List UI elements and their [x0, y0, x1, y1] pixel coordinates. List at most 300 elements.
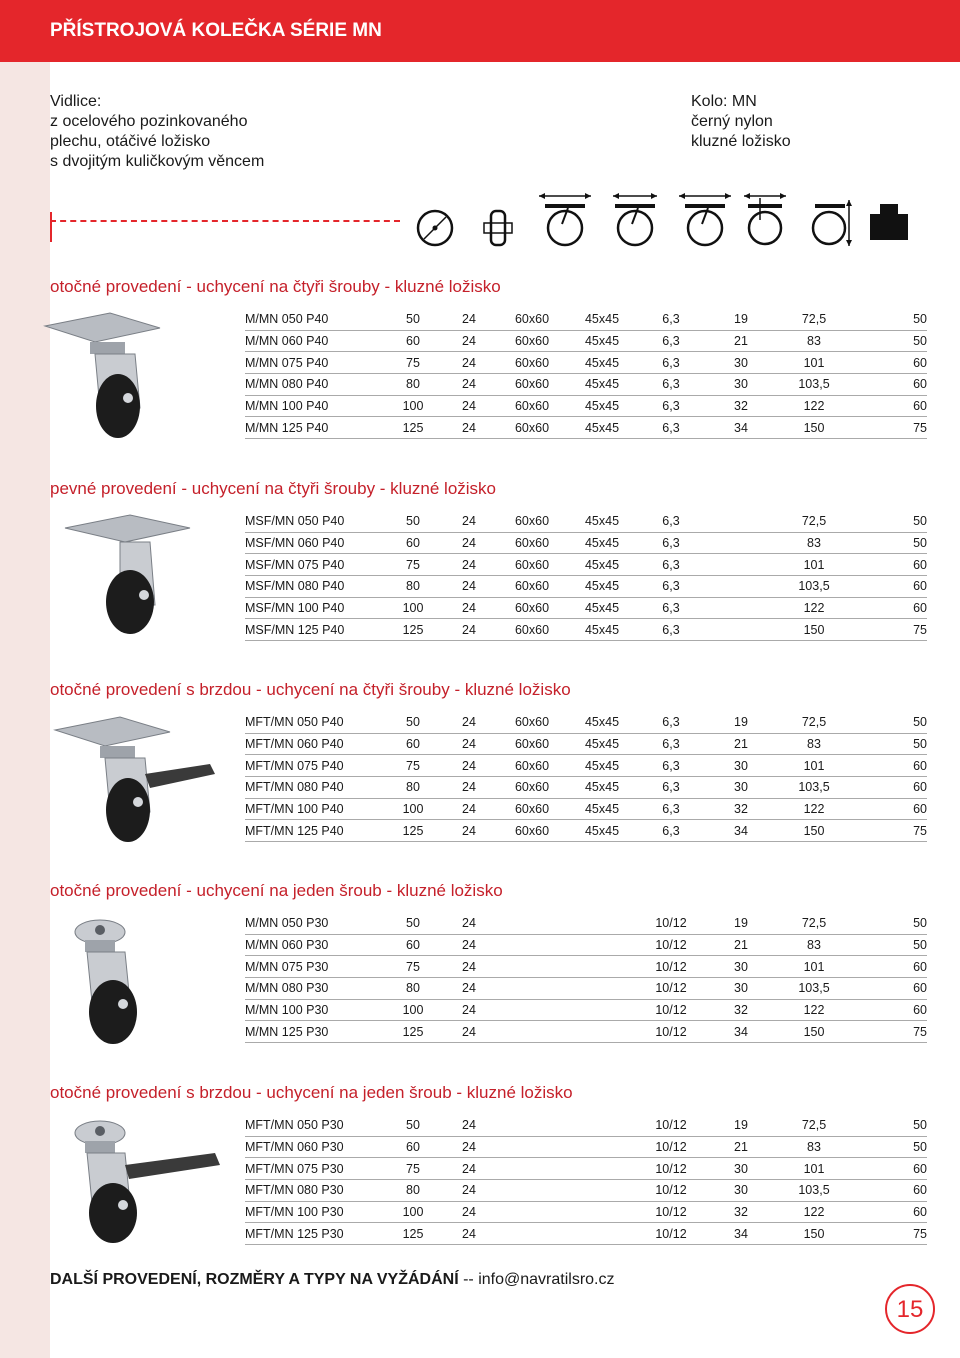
spec-cell: 21 [705, 934, 777, 956]
spec-cell: 75 [385, 755, 441, 777]
spec-cell: 24 [441, 511, 497, 532]
spec-cell: 6,3 [637, 597, 705, 619]
spec-cell: 45x45 [567, 619, 637, 641]
spec-cell [497, 1115, 567, 1136]
product-code-cell: M/MN 125 P30 [245, 1021, 385, 1043]
table-row [245, 978, 927, 1000]
spec-cell: 24 [441, 1021, 497, 1043]
fork-line: s dvojitým kuličkovým věncem [50, 153, 265, 170]
product-code-cell: MSF/MN 100 P40 [245, 597, 385, 619]
spec-cell: 6,3 [637, 712, 705, 733]
table-row [245, 1201, 927, 1223]
product-code-cell: MFT/MN 050 P40 [245, 712, 385, 733]
spec-cell: 24 [441, 1201, 497, 1223]
spec-cell [567, 1158, 637, 1180]
spec-cell: 45x45 [567, 554, 637, 576]
spec-cell: 6,3 [637, 777, 705, 799]
table-row [245, 999, 927, 1021]
product-code-cell: MFT/MN 080 P30 [245, 1180, 385, 1202]
table-row [245, 755, 927, 777]
column-icons [0, 190, 960, 260]
contact-email[interactable]: info@navratilsro.cz [478, 1271, 615, 1288]
spec-cell: 6,3 [637, 820, 705, 842]
spec-cell: 45x45 [567, 352, 637, 374]
table-row [245, 554, 927, 576]
table-row [245, 309, 927, 330]
spec-cell: 60x60 [497, 820, 567, 842]
product-code-cell: M/MN 060 P40 [245, 330, 385, 352]
spec-cell: 24 [441, 619, 497, 641]
spec-cell: 60 [851, 999, 927, 1021]
spec-cell [567, 1021, 637, 1043]
spec-cell: 60 [851, 755, 927, 777]
spec-cell: 72,5 [777, 913, 851, 934]
spec-cell: 45x45 [567, 374, 637, 396]
table-row [245, 395, 927, 417]
spec-cell: 30 [705, 374, 777, 396]
spec-cell: 50 [385, 309, 441, 330]
spec-cell: 24 [441, 395, 497, 417]
spec-cell: 45x45 [567, 712, 637, 733]
spec-cell: 24 [441, 1136, 497, 1158]
spec-cell: 60x60 [497, 733, 567, 755]
wheel-diameter-icon [415, 208, 455, 248]
spec-cell: 60x60 [497, 395, 567, 417]
spec-cell: 122 [777, 798, 851, 820]
spec-cell: 24 [441, 999, 497, 1021]
spec-cell: 10/12 [637, 956, 705, 978]
table-row [245, 1180, 927, 1202]
spec-cell: 50 [851, 532, 927, 554]
spec-cell: 50 [385, 712, 441, 733]
fixed-plate-caster-image [60, 510, 195, 640]
spec-cell: 60 [851, 374, 927, 396]
spec-cell: 60x60 [497, 576, 567, 598]
spec-cell: 60 [851, 1201, 927, 1223]
spec-cell: 50 [851, 1115, 927, 1136]
section-title: otočné provedení - uchycení na jeden šroub - kluzné ložisko [50, 881, 503, 900]
product-code-cell: M/MN 050 P40 [245, 309, 385, 330]
section-title: otočné provedení s brzdou - uchycení na čtyři šrouby - kluzné ložisko [50, 680, 571, 699]
spec-cell: 103,5 [777, 576, 851, 598]
spec-cell: 24 [441, 820, 497, 842]
spec-cell: 60 [851, 1158, 927, 1180]
spec-cell: 101 [777, 1158, 851, 1180]
spec-cell [567, 1201, 637, 1223]
spec-cell [567, 978, 637, 1000]
spec-cell: 45x45 [567, 532, 637, 554]
spec-cell: 122 [777, 597, 851, 619]
product-code-cell: MSF/MN 075 P40 [245, 554, 385, 576]
footer-text: DALŠÍ PROVEDENÍ, ROZMĚRY A TYPY NA VYŽÁDÁNÍ [50, 1271, 459, 1288]
spec-cell: 24 [441, 934, 497, 956]
table-row [245, 956, 927, 978]
spec-cell: 125 [385, 417, 441, 439]
footer-separator: -- [463, 1271, 474, 1288]
spec-cell: 45x45 [567, 395, 637, 417]
load-capacity-icon [868, 202, 910, 242]
spec-cell: 24 [441, 755, 497, 777]
spec-cell: 60x60 [497, 619, 567, 641]
spec-cell: 30 [705, 777, 777, 799]
spec-cell: 50 [385, 1115, 441, 1136]
table-row [245, 330, 927, 352]
spec-cell: 45x45 [567, 798, 637, 820]
spec-cell: 80 [385, 576, 441, 598]
spec-cell: 45x45 [567, 511, 637, 532]
spec-cell: 10/12 [637, 934, 705, 956]
spec-cell: 24 [441, 597, 497, 619]
spec-cell [497, 1223, 567, 1245]
spec-cell: 10/12 [637, 1223, 705, 1245]
spec-cell: 6,3 [637, 511, 705, 532]
spec-cell: 50 [851, 330, 927, 352]
spec-cell [705, 576, 777, 598]
spec-cell: 75 [385, 554, 441, 576]
product-code-cell: MFT/MN 125 P40 [245, 820, 385, 842]
spec-cell: 101 [777, 554, 851, 576]
spec-cell: 6,3 [637, 330, 705, 352]
spec-cell: 19 [705, 913, 777, 934]
spec-cell: 10/12 [637, 1136, 705, 1158]
table-row [245, 532, 927, 554]
spec-cell: 100 [385, 999, 441, 1021]
spec-cell: 60x60 [497, 554, 567, 576]
spec-cell: 83 [777, 532, 851, 554]
spec-cell: 24 [441, 374, 497, 396]
spec-cell: 100 [385, 597, 441, 619]
spec-cell: 30 [705, 956, 777, 978]
spec-cell: 60x60 [497, 309, 567, 330]
spec-cell: 45x45 [567, 576, 637, 598]
spec-cell: 6,3 [637, 417, 705, 439]
table-row [245, 733, 927, 755]
offset-icon [740, 190, 790, 250]
section-title: pevné provedení - uchycení na čtyři šrouby - kluzné ložisko [50, 479, 497, 498]
spec-cell: 60 [385, 733, 441, 755]
product-code-cell: MSF/MN 060 P40 [245, 532, 385, 554]
spec-cell: 21 [705, 733, 777, 755]
spec-cell: 80 [385, 978, 441, 1000]
bolt-spacing-icon [605, 190, 665, 250]
spec-cell [705, 619, 777, 641]
product-code-cell: MFT/MN 125 P30 [245, 1223, 385, 1245]
spec-cell: 60 [851, 395, 927, 417]
header-band [0, 0, 960, 62]
spec-cell: 45x45 [567, 733, 637, 755]
spec-cell [705, 532, 777, 554]
spec-cell: 50 [851, 712, 927, 733]
spec-cell: 150 [777, 1223, 851, 1245]
spec-cell: 6,3 [637, 395, 705, 417]
spec-cell [567, 1180, 637, 1202]
spec-cell: 24 [441, 733, 497, 755]
spec-cell: 60x60 [497, 511, 567, 532]
spec-cell: 100 [385, 395, 441, 417]
spec-cell: 6,3 [637, 733, 705, 755]
bolt-hole-icon [675, 190, 735, 250]
swivel-bolt-caster-image [65, 912, 175, 1052]
spec-cell: 60 [851, 554, 927, 576]
spec-cell: 30 [705, 755, 777, 777]
spec-cell [705, 597, 777, 619]
table-row [245, 619, 927, 641]
spec-cell: 19 [705, 1115, 777, 1136]
spec-cell: 83 [777, 1136, 851, 1158]
spec-cell: 75 [385, 956, 441, 978]
product-code-cell: MFT/MN 075 P30 [245, 1158, 385, 1180]
spec-cell [497, 956, 567, 978]
spec-cell: 19 [705, 712, 777, 733]
spec-cell: 60x60 [497, 755, 567, 777]
spec-cell: 10/12 [637, 1115, 705, 1136]
spec-cell: 24 [441, 417, 497, 439]
spec-cell [567, 999, 637, 1021]
spec-cell: 24 [441, 913, 497, 934]
table-row [245, 798, 927, 820]
spec-cell [497, 934, 567, 956]
spec-cell: 24 [441, 576, 497, 598]
product-code-cell: M/MN 060 P30 [245, 934, 385, 956]
spec-cell: 50 [851, 913, 927, 934]
fork-line: z ocelového pozinkovaného [50, 113, 248, 130]
swivel-plate-brake-caster-image [50, 712, 220, 847]
spec-cell: 80 [385, 1180, 441, 1202]
table-row [245, 820, 927, 842]
spec-cell: 75 [851, 619, 927, 641]
spec-cell: 150 [777, 417, 851, 439]
spec-cell: 60 [851, 777, 927, 799]
spec-cell: 6,3 [637, 755, 705, 777]
spec-cell: 60 [851, 597, 927, 619]
footer-note [50, 1271, 615, 1289]
spec-cell: 60 [851, 798, 927, 820]
spec-cell: 50 [385, 913, 441, 934]
spec-cell [497, 978, 567, 1000]
spec-cell: 24 [441, 712, 497, 733]
spec-cell: 50 [851, 309, 927, 330]
spec-cell: 103,5 [777, 1180, 851, 1202]
spec-cell: 6,3 [637, 352, 705, 374]
spec-cell [497, 999, 567, 1021]
spec-cell: 83 [777, 330, 851, 352]
spec-cell: 24 [441, 1180, 497, 1202]
spec-cell: 100 [385, 1201, 441, 1223]
spec-cell: 24 [441, 1158, 497, 1180]
spec-cell: 60 [385, 934, 441, 956]
product-code-cell: M/MN 075 P30 [245, 956, 385, 978]
swivel-bolt-brake-caster-image [65, 1113, 235, 1248]
product-code-cell: MFT/MN 060 P40 [245, 733, 385, 755]
spec-cell [705, 511, 777, 532]
product-code-cell: M/MN 075 P40 [245, 352, 385, 374]
spec-cell: 60x60 [497, 417, 567, 439]
spec-cell [497, 1021, 567, 1043]
wheel-description [691, 92, 791, 152]
spec-cell: 30 [705, 352, 777, 374]
product-code-cell: M/MN 080 P40 [245, 374, 385, 396]
product-code-cell: MFT/MN 050 P30 [245, 1115, 385, 1136]
spec-cell: 100 [385, 798, 441, 820]
spec-cell: 150 [777, 619, 851, 641]
spec-cell: 125 [385, 820, 441, 842]
spec-cell: 32 [705, 1201, 777, 1223]
spec-cell [497, 1136, 567, 1158]
spec-cell: 19 [705, 309, 777, 330]
spec-cell: 150 [777, 820, 851, 842]
table-row [245, 1223, 927, 1245]
wheel-line: černý nylon [691, 113, 773, 130]
spec-cell: 60x60 [497, 330, 567, 352]
product-code-cell: MFT/MN 075 P40 [245, 755, 385, 777]
product-code-cell: MSF/MN 050 P40 [245, 511, 385, 532]
spec-cell [497, 913, 567, 934]
table-row [245, 576, 927, 598]
spec-cell [567, 913, 637, 934]
spec-cell: 75 [851, 820, 927, 842]
spec-cell: 80 [385, 374, 441, 396]
spec-cell: 34 [705, 417, 777, 439]
product-code-cell: MFT/MN 100 P40 [245, 798, 385, 820]
spec-cell: 122 [777, 395, 851, 417]
table-row [245, 712, 927, 733]
table-row [245, 1158, 927, 1180]
spec-cell: 60 [851, 978, 927, 1000]
spec-cell: 24 [441, 1223, 497, 1245]
spec-table [245, 309, 927, 439]
spec-cell: 10/12 [637, 1021, 705, 1043]
spec-cell: 72,5 [777, 309, 851, 330]
spec-cell: 60x60 [497, 712, 567, 733]
table-row [245, 934, 927, 956]
spec-cell: 6,3 [637, 576, 705, 598]
spec-cell: 50 [851, 733, 927, 755]
spec-cell: 60x60 [497, 798, 567, 820]
spec-cell: 45x45 [567, 417, 637, 439]
spec-cell: 60x60 [497, 352, 567, 374]
spec-cell: 24 [441, 978, 497, 1000]
spec-cell [497, 1201, 567, 1223]
spec-cell: 32 [705, 999, 777, 1021]
spec-cell: 21 [705, 330, 777, 352]
total-height-icon [805, 190, 855, 250]
table-row [245, 1136, 927, 1158]
spec-cell: 30 [705, 1180, 777, 1202]
page-number: 15 [885, 1284, 935, 1334]
product-code-cell: M/MN 125 P40 [245, 417, 385, 439]
spec-table [245, 1115, 927, 1245]
product-code-cell: MFT/MN 080 P40 [245, 777, 385, 799]
spec-cell: 32 [705, 395, 777, 417]
spec-cell: 122 [777, 999, 851, 1021]
spec-cell: 24 [441, 352, 497, 374]
spec-cell: 125 [385, 1021, 441, 1043]
spec-cell: 50 [851, 1136, 927, 1158]
spec-cell: 75 [851, 1021, 927, 1043]
page-title: PŘÍSTROJOVÁ KOLEČKA SÉRIE MN [50, 20, 382, 41]
spec-cell: 24 [441, 330, 497, 352]
spec-cell: 60 [385, 1136, 441, 1158]
section-title: otočné provedení - uchycení na čtyři šrouby - kluzné ložisko [50, 277, 501, 296]
spec-cell: 60x60 [497, 532, 567, 554]
wheel-line: kluzné ložisko [691, 133, 791, 150]
spec-cell: 32 [705, 798, 777, 820]
spec-table [245, 913, 927, 1043]
section-title: otočné provedení s brzdou - uchycení na jeden šroub - kluzné ložisko [50, 1083, 573, 1102]
spec-cell: 150 [777, 1021, 851, 1043]
spec-cell: 10/12 [637, 1158, 705, 1180]
spec-cell: 6,3 [637, 798, 705, 820]
spec-cell: 6,3 [637, 309, 705, 330]
spec-cell: 30 [705, 978, 777, 1000]
table-row [245, 913, 927, 934]
spec-cell: 6,3 [637, 619, 705, 641]
product-code-cell: MFT/MN 060 P30 [245, 1136, 385, 1158]
fork-line: Vidlice: [50, 93, 102, 110]
table-row [245, 777, 927, 799]
spec-cell: 80 [385, 777, 441, 799]
spec-cell: 75 [385, 352, 441, 374]
spec-cell: 75 [851, 1223, 927, 1245]
spec-cell: 72,5 [777, 712, 851, 733]
spec-cell: 45x45 [567, 777, 637, 799]
spec-cell: 83 [777, 733, 851, 755]
spec-cell: 30 [705, 1158, 777, 1180]
spec-cell: 45x45 [567, 309, 637, 330]
spec-cell: 72,5 [777, 1115, 851, 1136]
spec-cell: 50 [851, 934, 927, 956]
spec-cell: 125 [385, 1223, 441, 1245]
table-row [245, 597, 927, 619]
spec-cell [567, 1115, 637, 1136]
spec-cell: 72,5 [777, 511, 851, 532]
spec-cell: 24 [441, 532, 497, 554]
spec-cell: 60x60 [497, 777, 567, 799]
product-code-cell: MSF/MN 080 P40 [245, 576, 385, 598]
spec-cell [497, 1180, 567, 1202]
plate-size-icon [535, 190, 595, 250]
product-code-cell: MFT/MN 100 P30 [245, 1201, 385, 1223]
spec-cell: 50 [385, 511, 441, 532]
spec-cell: 45x45 [567, 755, 637, 777]
spec-cell: 50 [851, 511, 927, 532]
spec-cell [567, 1136, 637, 1158]
product-code-cell: M/MN 050 P30 [245, 913, 385, 934]
table-row [245, 374, 927, 396]
spec-cell [567, 956, 637, 978]
spec-cell: 83 [777, 934, 851, 956]
spec-cell [497, 1158, 567, 1180]
spec-cell [567, 1223, 637, 1245]
table-row [245, 1115, 927, 1136]
spec-cell [567, 934, 637, 956]
spec-cell: 34 [705, 820, 777, 842]
table-row [245, 511, 927, 532]
spec-cell: 60 [851, 576, 927, 598]
spec-cell: 101 [777, 755, 851, 777]
spec-cell: 60 [851, 1180, 927, 1202]
spec-cell: 6,3 [637, 374, 705, 396]
spec-cell: 45x45 [567, 820, 637, 842]
spec-cell: 60 [385, 330, 441, 352]
spec-cell: 60 [851, 956, 927, 978]
spec-cell: 10/12 [637, 913, 705, 934]
spec-cell: 60 [851, 352, 927, 374]
spec-cell: 122 [777, 1201, 851, 1223]
spec-cell: 75 [385, 1158, 441, 1180]
spec-cell: 103,5 [777, 777, 851, 799]
table-row [245, 352, 927, 374]
